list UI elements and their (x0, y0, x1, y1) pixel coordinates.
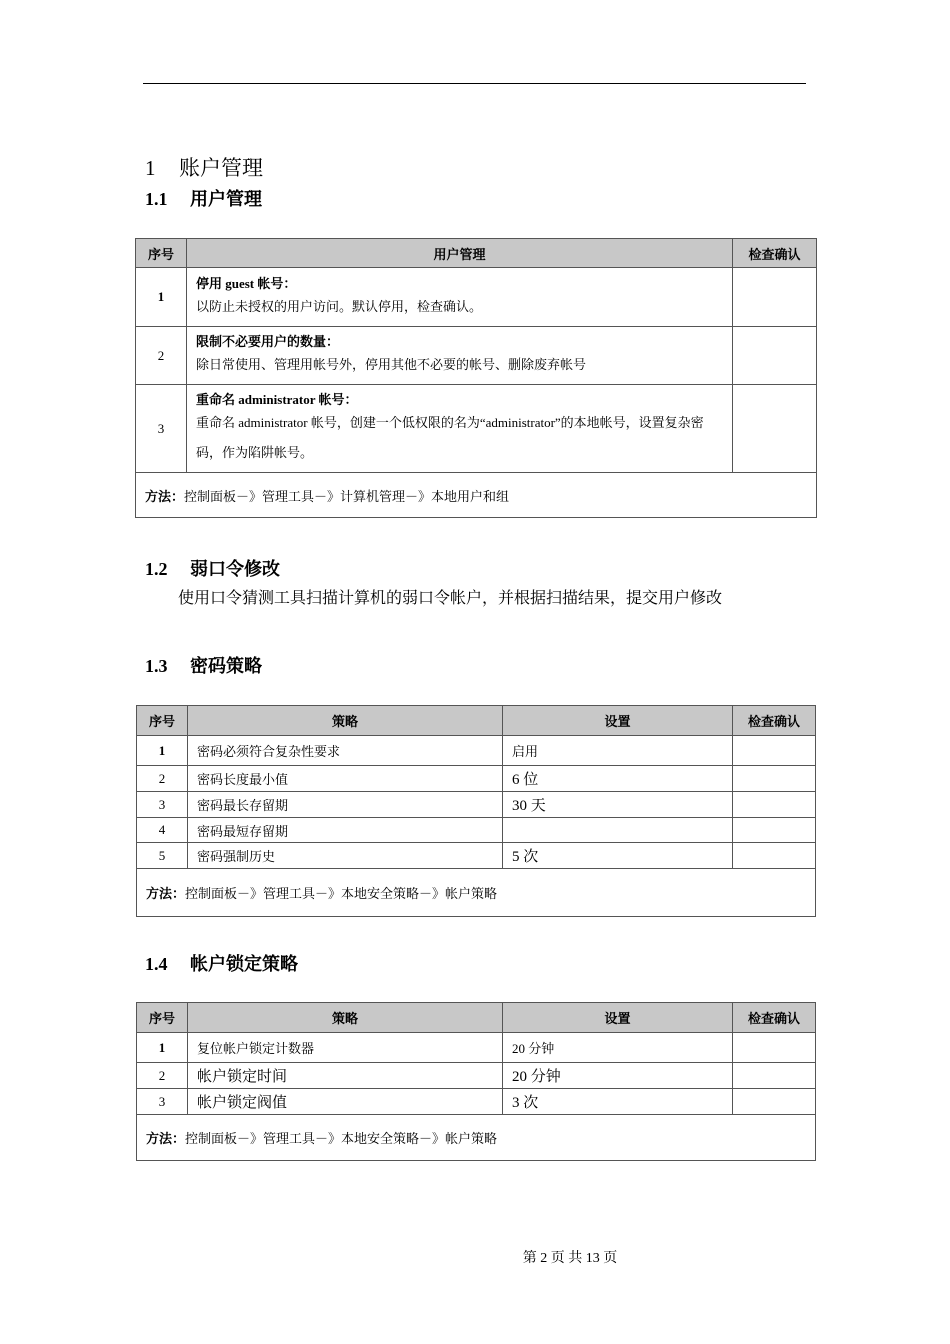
check-cell (733, 327, 817, 385)
header-cell: 检查确认 (733, 706, 816, 736)
table-row (137, 792, 816, 818)
section-title: 弱口令修改 (190, 559, 280, 579)
setting-cell: 20 分钟 (503, 1033, 733, 1063)
section-1-1-heading (145, 185, 262, 211)
table-header-row (137, 1003, 816, 1033)
section-number: 1.4 (145, 954, 168, 974)
password-policy-table (136, 705, 816, 917)
header-cell: 设置 (503, 706, 733, 736)
section-number: 1.2 (145, 559, 168, 579)
header-cell: 序号 (137, 706, 188, 736)
account-lockout-table (136, 1002, 816, 1161)
table-row (137, 818, 816, 843)
method-row (137, 869, 816, 917)
table-row (137, 843, 816, 869)
section-title: 密码策略 (190, 656, 262, 676)
policy-cell: 密码必须符合复杂性要求 (188, 736, 503, 766)
check-cell (733, 736, 816, 766)
item-description: 重命名 administrator 帐号，创建一个低权限的名为“administrator”的本地帐号，设置复杂密码，作为陷阱帐号。 (196, 415, 704, 460)
setting-cell: 5 次 (503, 843, 733, 869)
section-number: 1.3 (145, 656, 168, 676)
check-cell (733, 268, 817, 327)
row-index: 3 (137, 792, 188, 818)
method-cell (136, 473, 817, 518)
table-row (137, 736, 816, 766)
heading-1-number: 1 (145, 156, 156, 180)
row-index: 1 (137, 736, 188, 766)
header-rule (143, 83, 806, 84)
item-title: 重命名 administrator 帐号： (196, 392, 358, 407)
policy-cell: 帐户锁定阀值 (188, 1089, 503, 1115)
table-row (137, 1033, 816, 1063)
row-index: 4 (137, 818, 188, 843)
policy-cell: 帐户锁定时间 (188, 1063, 503, 1089)
policy-cell: 复位帐户锁定计数器 (188, 1033, 503, 1063)
table-row (136, 268, 817, 327)
method-label: 方法： (145, 488, 185, 504)
check-cell (733, 843, 816, 869)
section-number: 1.1 (145, 189, 168, 209)
item-title: 停用 guest 帐号： (196, 275, 297, 291)
table-header-row (136, 239, 817, 268)
check-cell (733, 766, 816, 792)
policy-cell: 密码最短存留期 (188, 818, 503, 843)
section-1-4-heading (145, 950, 298, 976)
policy-cell: 密码最长存留期 (188, 792, 503, 818)
heading-1 (145, 152, 263, 182)
table-header-row (137, 706, 816, 736)
setting-cell (503, 818, 733, 843)
table-row (137, 1089, 816, 1115)
row-index: 1 (136, 268, 187, 327)
user-management-table (135, 238, 817, 518)
method-text: 控制面板－》管理工具－》本地安全策略－》帐户策略 (185, 1131, 498, 1146)
setting-cell: 30 天 (503, 792, 733, 818)
page-footer: 第 2 页 共 13 页 (522, 1251, 618, 1266)
row-index: 1 (137, 1033, 188, 1063)
setting-cell: 6 位 (503, 766, 733, 792)
item-description: 以防止未授权的用户访问。默认停用，检查确认。 (196, 298, 483, 314)
item-description: 除日常使用、管理用帐号外，停用其他不必要的帐号、删除废弃帐号 (196, 357, 587, 372)
method-row (137, 1115, 816, 1161)
check-cell (733, 792, 816, 818)
row-content (187, 327, 733, 385)
method-text: 控制面板－》管理工具－》计算机管理－》本地用户和组 (184, 488, 510, 504)
setting-cell: 启用 (503, 736, 733, 766)
header-cell: 序号 (137, 1003, 188, 1033)
row-index: 2 (137, 1063, 188, 1089)
header-cell: 检查确认 (733, 239, 817, 268)
header-cell: 策略 (188, 706, 503, 736)
row-index: 5 (137, 843, 188, 869)
row-content (187, 385, 733, 473)
heading-1-title: 账户管理 (179, 156, 263, 180)
check-cell (733, 1063, 816, 1089)
header-cell: 检查确认 (733, 1003, 816, 1033)
method-label: 方法： (146, 886, 186, 901)
method-cell (137, 869, 816, 917)
section-1-3-heading (145, 652, 262, 678)
weak-password-paragraph: 使用口令猜测工具扫描计算机的弱口令帐户，并根据扫描结果，提交用户修改 (178, 590, 723, 607)
table-row (137, 766, 816, 792)
item-title: 限制不必要用户的数量： (196, 334, 340, 349)
row-index: 3 (137, 1089, 188, 1115)
header-cell: 序号 (136, 239, 187, 268)
section-1-2-heading (145, 555, 280, 581)
method-text: 控制面板－》管理工具－》本地安全策略－》帐户策略 (185, 886, 498, 901)
table-row (137, 1063, 816, 1089)
row-index: 2 (137, 766, 188, 792)
row-index: 3 (136, 385, 187, 473)
setting-cell: 20 分钟 (503, 1063, 733, 1089)
header-cell: 用户管理 (187, 239, 733, 268)
header-cell: 策略 (188, 1003, 503, 1033)
check-cell (733, 1033, 816, 1063)
policy-cell: 密码长度最小值 (188, 766, 503, 792)
check-cell (733, 1089, 816, 1115)
section-title: 用户管理 (190, 189, 262, 209)
table-row (136, 327, 817, 385)
setting-cell: 3 次 (503, 1089, 733, 1115)
method-label: 方法： (146, 1131, 186, 1146)
method-row (136, 473, 817, 518)
table-row (136, 385, 817, 473)
header-cell: 设置 (503, 1003, 733, 1033)
row-content (187, 268, 733, 327)
row-index: 2 (136, 327, 187, 385)
method-cell (137, 1115, 816, 1161)
check-cell (733, 385, 817, 473)
section-title: 帐户锁定策略 (190, 954, 298, 974)
policy-cell: 密码强制历史 (188, 843, 503, 869)
check-cell (733, 818, 816, 843)
